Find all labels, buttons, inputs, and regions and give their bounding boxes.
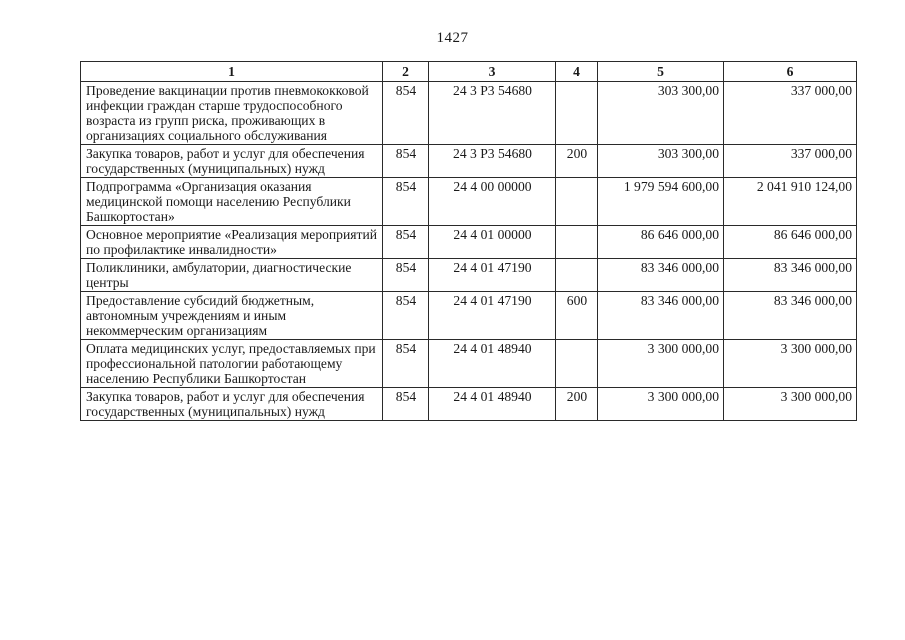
row-name: Закупка товаров, работ и услуг для обеспечения государственных (муниципальных) нужд bbox=[81, 388, 383, 421]
row-sum2: 337 000,00 bbox=[724, 145, 857, 178]
row-vr bbox=[556, 340, 598, 388]
row-vr: 600 bbox=[556, 292, 598, 340]
col-header-name: 1 bbox=[81, 62, 383, 82]
row-csr: 24 4 00 00000 bbox=[429, 178, 556, 226]
row-sum2: 86 646 000,00 bbox=[724, 226, 857, 259]
row-sum1: 1 979 594 600,00 bbox=[598, 178, 724, 226]
row-sum2: 3 300 000,00 bbox=[724, 340, 857, 388]
row-ministry: 854 bbox=[383, 388, 429, 421]
row-vr bbox=[556, 82, 598, 145]
budget-table bbox=[80, 61, 857, 421]
row-vr: 200 bbox=[556, 145, 598, 178]
row-ministry: 854 bbox=[383, 292, 429, 340]
row-sum2: 2 041 910 124,00 bbox=[724, 178, 857, 226]
row-name: Проведение вакцинации против пневмококковой инфекции граждан старше трудоспособного возраста из групп риска, проживающих в организациях социального обслуживания bbox=[81, 82, 383, 145]
row-csr: 24 4 01 48940 bbox=[429, 340, 556, 388]
row-sum1: 303 300,00 bbox=[598, 82, 724, 145]
row-sum2: 3 300 000,00 bbox=[724, 388, 857, 421]
row-sum1: 303 300,00 bbox=[598, 145, 724, 178]
col-header-ministry: 2 bbox=[383, 62, 429, 82]
row-sum1: 3 300 000,00 bbox=[598, 340, 724, 388]
table-row bbox=[81, 82, 857, 145]
col-header-vr: 4 bbox=[556, 62, 598, 82]
row-ministry: 854 bbox=[383, 178, 429, 226]
row-ministry: 854 bbox=[383, 82, 429, 145]
row-ministry: 854 bbox=[383, 226, 429, 259]
row-sum1: 83 346 000,00 bbox=[598, 292, 724, 340]
header-row bbox=[81, 62, 857, 82]
row-vr: 200 bbox=[556, 388, 598, 421]
row-name: Оплата медицинских услуг, предоставляемых при профессиональной патологии работающему населению Республики Башкортостан bbox=[81, 340, 383, 388]
row-csr: 24 4 01 47190 bbox=[429, 292, 556, 340]
row-ministry: 854 bbox=[383, 145, 429, 178]
row-csr: 24 4 01 48940 bbox=[429, 388, 556, 421]
row-csr: 24 3 P3 54680 bbox=[429, 82, 556, 145]
col-header-sum1: 5 bbox=[598, 62, 724, 82]
row-sum2: 83 346 000,00 bbox=[724, 292, 857, 340]
row-ministry: 854 bbox=[383, 340, 429, 388]
row-sum1: 83 346 000,00 bbox=[598, 259, 724, 292]
table-row bbox=[81, 178, 857, 226]
table-row bbox=[81, 388, 857, 421]
row-name: Закупка товаров, работ и услуг для обеспечения государственных (муниципальных) нужд bbox=[81, 145, 383, 178]
row-sum1: 86 646 000,00 bbox=[598, 226, 724, 259]
table-row bbox=[81, 145, 857, 178]
table-row bbox=[81, 226, 857, 259]
row-name: Подпрограмма «Организация оказания медицинской помощи населению Республики Башкортостан» bbox=[81, 178, 383, 226]
row-sum2: 83 346 000,00 bbox=[724, 259, 857, 292]
row-name: Основное мероприятие «Реализация мероприятий по профилактике инвалидности» bbox=[81, 226, 383, 259]
row-vr bbox=[556, 259, 598, 292]
row-csr: 24 3 P3 54680 bbox=[429, 145, 556, 178]
row-vr bbox=[556, 226, 598, 259]
col-header-sum2: 6 bbox=[724, 62, 857, 82]
row-sum1: 3 300 000,00 bbox=[598, 388, 724, 421]
row-csr: 24 4 01 47190 bbox=[429, 259, 556, 292]
row-ministry: 854 bbox=[383, 259, 429, 292]
row-name: Предоставление субсидий бюджетным, автономным учреждениям и иным некоммерческим организациям bbox=[81, 292, 383, 340]
row-csr: 24 4 01 00000 bbox=[429, 226, 556, 259]
table-row bbox=[81, 340, 857, 388]
page-number: 1427 bbox=[436, 30, 469, 46]
row-vr bbox=[556, 178, 598, 226]
row-name: Поликлиники, амбулатории, диагностические центры bbox=[81, 259, 383, 292]
table-row bbox=[81, 259, 857, 292]
row-sum2: 337 000,00 bbox=[724, 82, 857, 145]
table-row bbox=[81, 292, 857, 340]
col-header-csr: 3 bbox=[429, 62, 556, 82]
